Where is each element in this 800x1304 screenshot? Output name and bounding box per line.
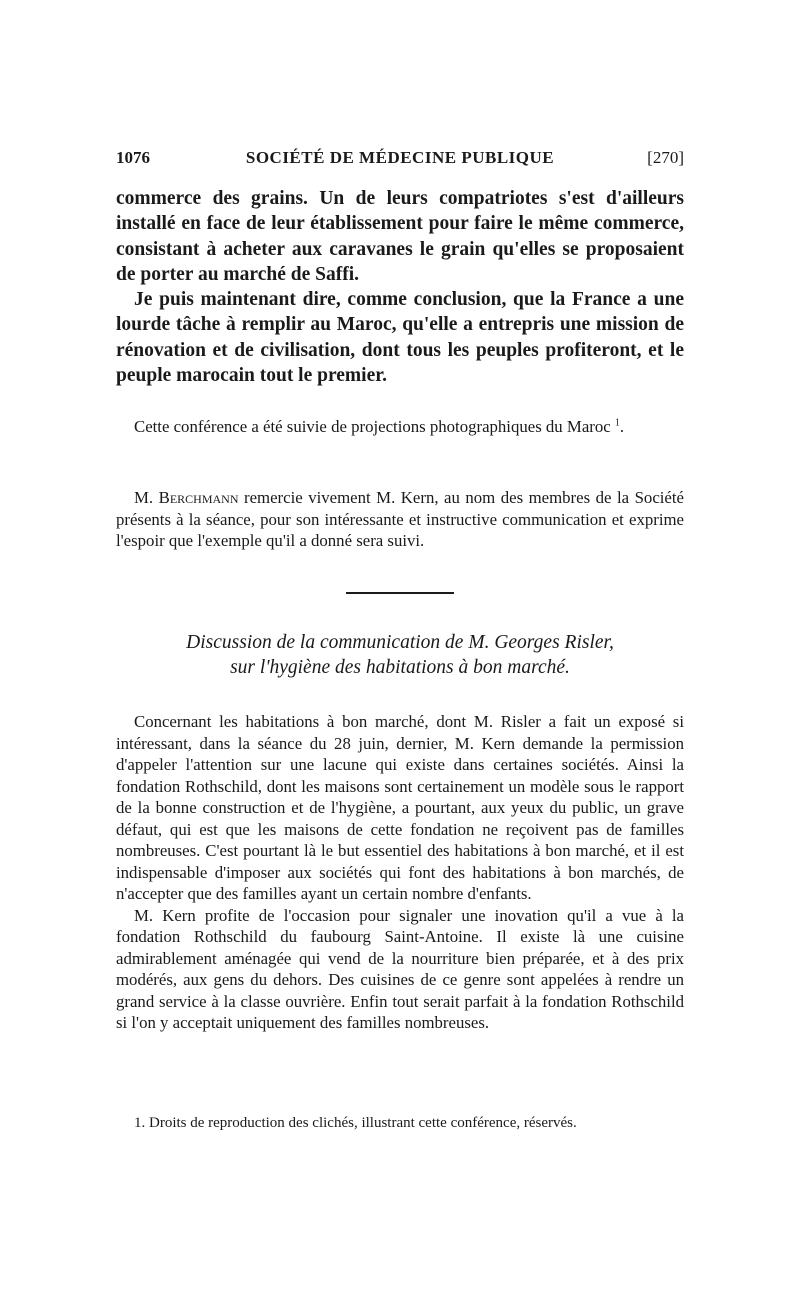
projection-note-period: . bbox=[619, 417, 625, 436]
thanks-body: remercie vivement M. Kern, au nom des membres de la Société présents à la séance, pour son intéressante et instructive communication et exprime l'espoir que l'exemple qu'il a donné sera suivi. bbox=[116, 488, 684, 550]
footnote bbox=[116, 1113, 684, 1133]
projection-note bbox=[116, 416, 684, 438]
thanks-text bbox=[116, 487, 684, 552]
bracket-page-number: [270] bbox=[647, 148, 684, 167]
section-heading-line: Discussion de la communication de M. Georges Risler, bbox=[186, 632, 614, 653]
running-title: SOCIÉTÉ DE MÉDECINE PUBLIQUE bbox=[245, 148, 555, 167]
section-heading-line: sur l'hygiène des habitations à bon marché. bbox=[230, 657, 570, 678]
speaker-name: M. Berchmann bbox=[134, 488, 239, 507]
section-heading bbox=[116, 630, 684, 680]
page-header bbox=[116, 148, 684, 178]
conference-paragraph: commerce des grains. Un de leurs compatriotes s'est d'ailleurs installé en face de leur établissement pour faire le même commerce, consistant à acheter aux caravanes le grain qu'elles se proposaient de porter au marché de Saffi. bbox=[116, 188, 684, 285]
discussion-paragraph: Concernant les habitations à bon marché, dont M. Risler a fait un exposé si intéressant, dans la séance du 28 juin, dernier, M. Kern demande la permission d'appeler l'attention sur une lacune qui existe dans certaines sociétés. Ainsi la fondation Rothschild, dont les maisons sont certainement un modèle sous le rapport de la bonne construction et de l'hygiène, a pourtant, aux yeux du public, un grave défaut, qui est que les maisons de cette fondation ne reçoivent pas de familles nombreuses. C'est pourtant là le but essentiel des habitations à bon marché, et il est indispensable d'imposer aux sociétés qui font des habitations à bon marchés, de n'accepter que des familles ayant un certain nombre d'enfants. bbox=[116, 712, 684, 903]
projection-note-body: Cette conférence a été suivie de projections photographiques du Maroc bbox=[134, 417, 611, 436]
conference-paragraph: Je puis maintenant dire, comme conclusion, que la France a une lourde tâche à remplir au Maroc, qu'elle a entrepris une mission de rénovation et de civilisation, dont tous les peuples profiteront, et le peuple marocain tout le premier. bbox=[116, 289, 684, 387]
conference-conclusion bbox=[116, 186, 684, 388]
page-number: 1076 bbox=[116, 148, 150, 167]
discussion-body bbox=[116, 711, 684, 1034]
thanks-paragraph bbox=[116, 487, 684, 552]
projection-note-text bbox=[116, 416, 684, 438]
footnote-reference: 1 bbox=[614, 417, 620, 429]
section-divider bbox=[346, 592, 454, 594]
footnote-text: 1. Droits de reproduction des clichés, illustrant cette conférence, réservés. bbox=[134, 1115, 577, 1131]
discussion-paragraph: M. Kern profite de l'occasion pour signaler une inovation qu'il a vue à la fondation Rothschild du faubourg Saint-Antoine. Il existe là une cuisine admirablement aménagée qui vend de la nourriture bien préparée, et à des prix modérés, aux gens du dehors. Des cuisines de ce genre sont appelées à rendre un grand service à la classe ouvrière. Enfin tout serait parfait à la fondation Rothschild si l'on y acceptait uniquement des familles nombreuses. bbox=[116, 905, 684, 1032]
